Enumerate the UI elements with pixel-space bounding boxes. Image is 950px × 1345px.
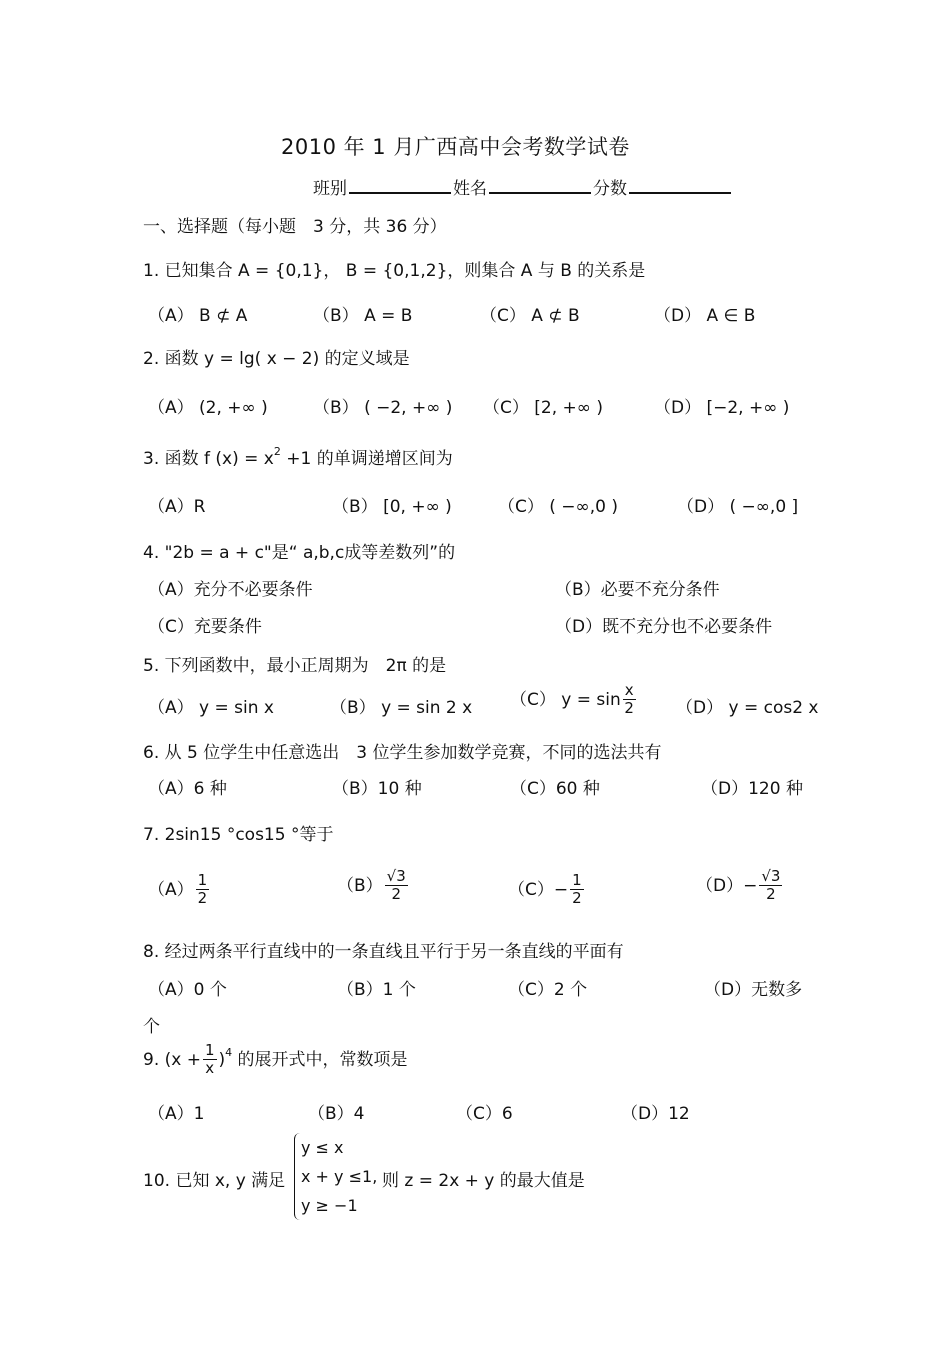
score-blank: [629, 174, 731, 194]
question-4: 4. "2b = a + c"是“ a,b,c成等差数列”的: [143, 543, 456, 563]
q3-exponent: 2: [273, 445, 281, 458]
name-blank: [489, 174, 591, 194]
question-10-rest: 则 z = 2x + y 的最大值是: [382, 1171, 585, 1191]
q10-condition-2: x + y ≤1,: [301, 1167, 378, 1186]
fraction-denominator: 2: [572, 889, 582, 908]
class-blank: [349, 174, 451, 194]
fraction-numerator: 1: [572, 871, 582, 889]
q5-option-c-label: （C） y = sin: [510, 689, 621, 710]
q9-stem-post: 的展开式中，常数项是: [232, 1049, 408, 1070]
q4-option-b: （B）必要不充分条件: [555, 580, 720, 600]
exam-header: [313, 174, 733, 199]
fraction-denominator: 2: [197, 889, 208, 908]
q9-option-a: （A）1: [148, 1104, 205, 1124]
question-7: 7. 2sin15 °cos15 °等于: [143, 825, 334, 845]
q9-stem-pre: 9. (x +: [143, 1049, 201, 1070]
q7-option-d-fraction: [759, 868, 782, 904]
q7-option-b-fraction: [385, 868, 408, 904]
name-label: 姓名: [453, 179, 487, 199]
question-5: 5. 下列函数中，最小正周期为 2π 的是: [143, 656, 447, 676]
q2-option-a: （A） (2, +∞ ): [148, 398, 268, 418]
question-9: [143, 1042, 408, 1078]
q10-condition-1: y ≤ x: [301, 1138, 344, 1157]
q7-option-d: [696, 868, 784, 904]
q2-option-c: （C） [2, +∞ ): [483, 398, 603, 418]
q7-option-c-label: （C）−: [508, 879, 569, 900]
fraction-numerator: √3: [386, 867, 406, 885]
q7-option-a: [148, 872, 211, 908]
q3-option-c: （C） ( −∞,0 ): [498, 497, 618, 517]
q5-option-c: [510, 682, 638, 718]
q3-stem-pre: 3. 函数 f (x) = x: [143, 449, 274, 469]
fraction-numerator: x: [624, 681, 634, 699]
q4-option-a: （A）充分不必要条件: [148, 580, 313, 600]
q9-option-c: （C）6: [456, 1104, 513, 1124]
question-6: 6. 从 5 位学生中任意选出 3 位学生参加数学竞赛，不同的选法共有: [143, 743, 662, 763]
q5-option-c-fraction: [623, 682, 636, 718]
q8-option-d: （D）无数多: [704, 980, 803, 1000]
page-title: 2010 年 1 月广西高中会考数学试卷: [281, 135, 630, 159]
q2-option-d: （D） [−2, +∞ ): [654, 398, 790, 418]
q9-fraction: [203, 1042, 217, 1078]
q10-condition-3: y ≥ −1: [301, 1196, 358, 1215]
q7-option-b: [337, 868, 410, 904]
fraction-numerator: 1: [204, 1041, 215, 1059]
q3-option-a: （A）R: [148, 497, 206, 517]
q8-option-c: （C）2 个: [508, 980, 588, 1000]
q4-option-d: （D）既不充分也不必要条件: [555, 617, 773, 637]
q7-option-a-label: （A）: [148, 879, 194, 900]
q5-option-d: （D） y = cos2 x: [676, 698, 819, 718]
q1-option-c: （C） A ⊄ B: [480, 306, 580, 326]
q1-option-a: （A） B ⊄ A: [148, 306, 248, 326]
q8-option-d-continued: 个: [143, 1017, 160, 1037]
fraction-denominator: 2: [624, 699, 634, 718]
fraction-numerator: √3: [761, 867, 781, 885]
question-10-label: 10. 已知 x, y 满足: [143, 1171, 286, 1191]
q8-option-a: （A）0 个: [148, 980, 227, 1000]
q7-option-c-fraction: [570, 872, 584, 908]
q1-option-d: （D） A ∈ B: [654, 306, 756, 326]
section-heading: 一、选择题（每小题 3 分，共 36 分）: [143, 217, 447, 237]
q9-option-d: （D）12: [621, 1104, 690, 1124]
q10-constraint-system: [294, 1133, 377, 1220]
q1-option-b: （B） A = B: [313, 306, 413, 326]
q7-option-a-fraction: [196, 872, 210, 908]
q2-option-b: （B） ( −2, +∞ ): [313, 398, 453, 418]
q6-option-a: （A）6 种: [148, 779, 227, 799]
fraction-numerator: 1: [197, 871, 208, 889]
q9-option-b: （B）4: [308, 1104, 365, 1124]
q5-option-b: （B） y = sin 2 x: [330, 698, 473, 718]
q3-option-b: （B） [0, +∞ ): [332, 497, 452, 517]
q6-option-c: （C）60 种: [510, 779, 600, 799]
question-2: 2. 函数 y = lg( x − 2) 的定义域是: [143, 349, 410, 369]
q4-option-c: （C）充要条件: [148, 617, 262, 637]
q10-cases-brace: [294, 1133, 377, 1220]
fraction-denominator: 2: [391, 885, 401, 904]
question-1: 1. 已知集合 A = {0,1}， B = {0,1,2}，则集合 A 与 B 的关系是: [143, 261, 646, 281]
class-label: 班别: [313, 179, 347, 199]
q8-option-b: （B）1 个: [337, 980, 416, 1000]
q9-exponent: 4: [225, 1045, 233, 1059]
q9-close-paren: ): [218, 1049, 226, 1070]
q3-option-d: （D） ( −∞,0 ]: [677, 497, 799, 517]
q7-option-b-label: （B）: [337, 875, 383, 896]
q7-option-d-label: （D）−: [696, 875, 758, 896]
q5-option-a: （A） y = sin x: [148, 698, 274, 718]
fraction-denominator: 2: [766, 885, 776, 904]
question-8: 8. 经过两条平行直线中的一条直线且平行于另一条直线的平面有: [143, 942, 624, 962]
question-3: [143, 444, 453, 469]
fraction-denominator: x: [205, 1059, 215, 1078]
q6-option-b: （B）10 种: [332, 779, 422, 799]
q3-stem-post: +1 的单调递增区间为: [280, 449, 453, 469]
q7-option-c: [508, 872, 586, 908]
q6-option-d: （D）120 种: [701, 779, 803, 799]
score-label: 分数: [593, 179, 627, 199]
